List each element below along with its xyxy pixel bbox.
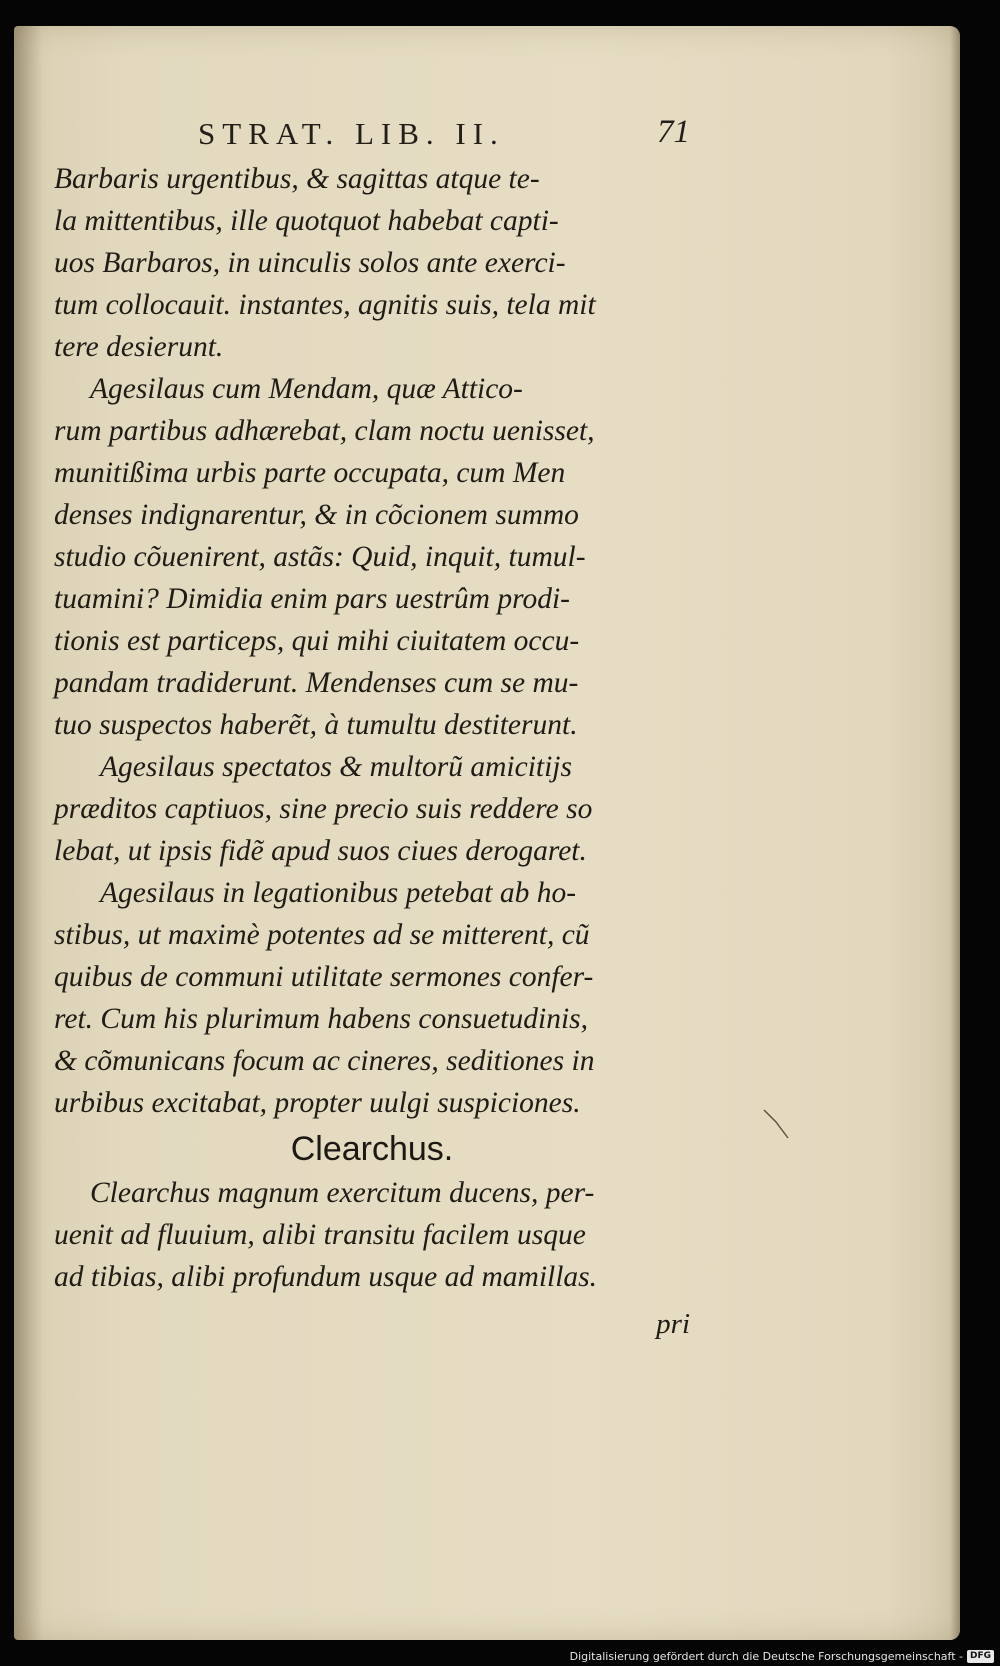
text-line: præditos captiuos, sine precio suis reddere so	[54, 793, 593, 825]
page-number: 71	[657, 114, 690, 150]
paragraph	[54, 872, 690, 1124]
text-line: uenit ad fluuium, alibi transitu facilem usque	[54, 1219, 586, 1251]
text-line: pandam tradiderunt. Mendenses cum se mu-	[54, 667, 579, 699]
text-line: ret. Cum his plurimum habens consuetudinis,	[54, 1003, 588, 1035]
section-heading: Clearchus.	[290, 1130, 454, 1168]
text-line: Agesilaus cum Mendam, quæ Attico-	[90, 373, 523, 405]
text-line: munitißima urbis parte occupata, cum Men	[54, 457, 566, 489]
text-line: quibus de communi utilitate sermones confer-	[54, 961, 594, 993]
digitization-credit	[570, 1650, 994, 1663]
text-line: Barbaris urgentibus, & sagittas atque te-	[54, 163, 540, 195]
text-line: rum partibus adhærebat, clam noctu uenisset,	[54, 415, 595, 447]
credit-text: Digitalisierung gefördert durch die Deutsche Forschungsgemeinschaft -	[569, 1650, 963, 1663]
paragraph	[54, 158, 690, 368]
text-line: tuamini? Dimidia enim pars uestrûm prodi-	[54, 583, 570, 615]
text-line: tere desierunt.	[54, 331, 224, 363]
running-head-title: STRAT. LIB. II.	[198, 116, 505, 151]
text-line: stibus, ut maximè potentes ad se mitterent, cũ	[54, 919, 590, 951]
text-line: Agesilaus in legationibus petebat ab ho-	[100, 877, 577, 909]
paragraph	[54, 746, 690, 872]
text-line: uos Barbaros, in uinculis solos ante exerci-	[54, 247, 566, 279]
page-fore-edge	[950, 26, 960, 1640]
margin-mark-icon	[762, 1108, 792, 1140]
text-line: Agesilaus spectatos & multorũ amicitijs	[100, 751, 572, 783]
catchword: pri	[656, 1308, 690, 1340]
text-line: & cõmunicans focum ac cineres, seditiones in	[54, 1045, 595, 1077]
text-line: ad tibias, alibi profundum usque ad mamillas.	[54, 1261, 598, 1293]
dfg-logo: DFG	[967, 1650, 994, 1663]
text-line: urbibus excitabat, propter uulgi suspiciones.	[54, 1087, 581, 1119]
book-page	[14, 26, 960, 1640]
paragraph	[54, 1172, 690, 1298]
text-line: studio cõuenirent, astãs: Quid, inquit, tumul-	[54, 541, 586, 573]
running-head	[54, 116, 690, 154]
text-line: tionis est particeps, qui mihi ciuitatem occu-	[54, 625, 580, 657]
text-block	[54, 116, 690, 1344]
text-line: tum collocauit. instantes, agnitis suis, tela mit	[54, 289, 596, 321]
text-line: tuo suspectos haberẽt, à tumultu destiterunt.	[54, 709, 578, 741]
text-line: Clearchus magnum exercitum ducens, per-	[90, 1177, 595, 1209]
text-line: lebat, ut ipsis fidẽ apud suos ciues derogaret.	[54, 835, 587, 867]
text-line: denses indignarentur, & in cõcionem summo	[54, 499, 579, 531]
paragraph	[54, 368, 690, 746]
text-line: la mittentibus, ille quotquot habebat capti-	[54, 205, 559, 237]
page-gutter-shadow	[14, 26, 42, 1640]
